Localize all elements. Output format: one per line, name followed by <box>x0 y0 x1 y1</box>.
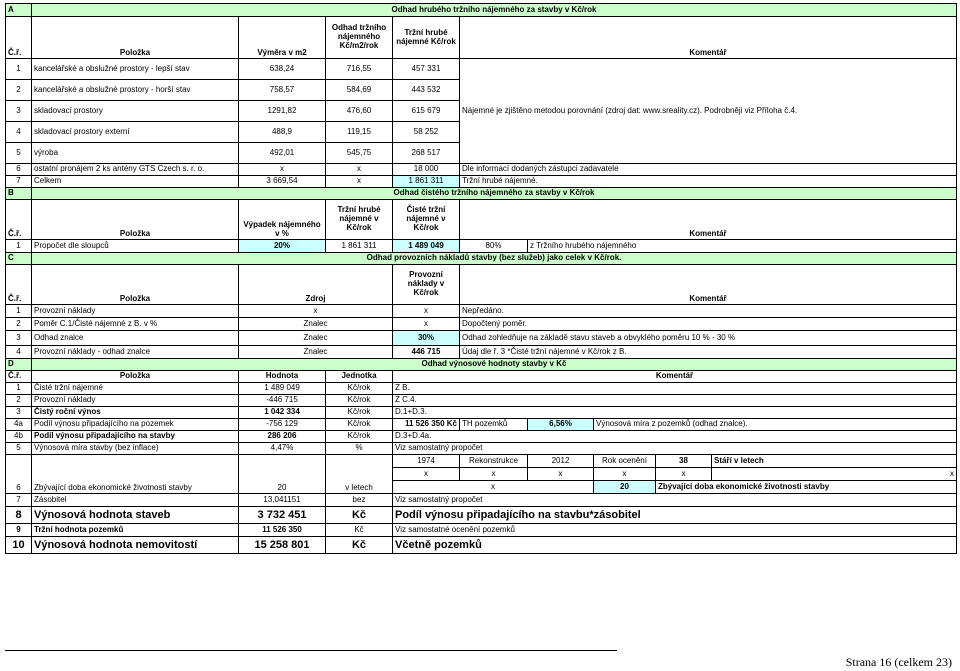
table-row <box>6 346 957 359</box>
table-row <box>6 176 957 188</box>
section-d-letter: D <box>6 359 32 371</box>
cell: 5 <box>6 143 32 164</box>
table-row <box>6 494 957 507</box>
cell: 15 258 801 <box>239 537 326 554</box>
table-row <box>6 331 957 346</box>
cell: 3 <box>6 407 32 419</box>
cell: 476,60 <box>326 101 393 122</box>
page-number: Strana 16 (celkem 23) <box>845 655 952 669</box>
cell: 11 526 350 Kč <box>393 419 460 431</box>
cell: x <box>239 305 393 318</box>
cell: 457 331 <box>393 59 460 80</box>
col-header-cr: Č.ř. <box>6 17 32 59</box>
cell: 6 <box>6 455 32 494</box>
cell: Dle informací dodaných zástupci zadavatele <box>460 164 957 176</box>
cell: 443 532 <box>393 80 460 101</box>
cell: x <box>656 468 712 481</box>
cell: Kč/rok <box>326 419 393 431</box>
col-header-vymera: Výměra v m2 <box>239 17 326 59</box>
cell: 1 861 311 <box>393 176 460 188</box>
cell: v letech <box>326 455 393 494</box>
col-header-ciste-trzni: Čisté tržní nájemné v Kč/rok <box>393 200 460 240</box>
cell: Nepředáno. <box>460 305 957 318</box>
cell: -756 129 <box>239 419 326 431</box>
cell: 3 <box>6 101 32 122</box>
cell: x <box>528 468 594 481</box>
cell: D.1+D.3. <box>393 407 957 419</box>
col-header-polozka: Položka <box>32 371 239 383</box>
cell: 4 <box>6 122 32 143</box>
cell: x <box>393 481 594 494</box>
cell: 1 489 049 <box>239 383 326 395</box>
cell: 9 <box>6 524 32 537</box>
section-c-title: Odhad provozních nákladů stavby (bez služeb) jako celek v Kč/rok. <box>32 253 957 265</box>
cell: Odhad zohledňuje na základě stavu staveb a obvyklého poměru 10 % - 30 % <box>460 331 957 346</box>
cell: výroba <box>32 143 239 164</box>
cell: Podíl výnosu připadajícího na stavbu*zásobitel <box>393 507 957 524</box>
cell: 1 <box>6 59 32 80</box>
cell: 638,24 <box>239 59 326 80</box>
cell: Znalec <box>239 346 393 359</box>
table-row <box>6 443 957 455</box>
cell: Provozní náklady <box>32 395 239 407</box>
cell: Znalec <box>239 318 393 331</box>
cell: 30% <box>393 331 460 346</box>
col-header-hodnota: Hodnota <box>239 371 326 383</box>
cell: 446 715 <box>393 346 460 359</box>
cell: 6 <box>6 164 32 176</box>
cell: 20% <box>239 240 326 253</box>
col-header-komentar: Komentář <box>460 265 957 305</box>
cell: 2 <box>6 395 32 407</box>
table-row <box>6 59 957 80</box>
cell: Viz samostatný propočet <box>393 494 957 507</box>
col-header-zdroj: Zdroj <box>239 265 393 305</box>
cell: 119,15 <box>326 122 393 143</box>
section-a-letter: A <box>6 4 32 17</box>
col-header-provozni-naklady: Provozní náklady v Kč/rok <box>393 265 460 305</box>
col-header-cr: Č.ř. <box>6 265 32 305</box>
col-header-odhad-najemneho: Odhad tržního nájemného Kč/m2/rok <box>326 17 393 59</box>
cell: 488,9 <box>239 122 326 143</box>
cell: Z C.4. <box>393 395 957 407</box>
cell: x <box>326 164 393 176</box>
cell: Kč/rok <box>326 407 393 419</box>
cell: bez <box>326 494 393 507</box>
table-row <box>6 395 957 407</box>
table-row <box>6 419 957 431</box>
col-header-polozka: Položka <box>32 200 239 240</box>
cell: 11 526 350 <box>239 524 326 537</box>
cell: x <box>594 468 656 481</box>
col-header-vypadek: Výpadek nájemného v % <box>239 200 326 240</box>
cell: z Tržního hrubého nájemného <box>528 240 957 253</box>
col-header-trzni-hrube: Tržní hrubé nájemné v Kč/rok <box>326 200 393 240</box>
footer-divider <box>5 650 617 651</box>
cell: 1974 <box>393 455 460 468</box>
cell: 7 <box>6 176 32 188</box>
cell: 80% <box>460 240 528 253</box>
cell: 758,57 <box>239 80 326 101</box>
col-header-polozka: Položka <box>32 17 239 59</box>
cell: 3 669,54 <box>239 176 326 188</box>
cell: D.3+D.4a. <box>393 431 957 443</box>
cell: 10 <box>6 537 32 554</box>
cell: Odhad znalce <box>32 331 239 346</box>
cell: 20 <box>594 481 656 494</box>
table-row <box>6 455 957 468</box>
cell: 2012 <box>528 455 594 468</box>
cell: 716,55 <box>326 59 393 80</box>
cell: 2 <box>6 318 32 331</box>
cell: Zbývající doba ekonomické životnosti stavby <box>32 455 239 494</box>
table-row <box>6 383 957 395</box>
cell: Rok ocenění <box>594 455 656 468</box>
cell: Kč/rok <box>326 395 393 407</box>
section-c-letter: C <box>6 253 32 265</box>
cell: x <box>460 468 528 481</box>
col-header-jednotka: Jednotka <box>326 371 393 383</box>
cell: Kč/rok <box>326 431 393 443</box>
cell: 7 <box>6 494 32 507</box>
cell: Čistý roční výnos <box>32 407 239 419</box>
cell: Dopočtený poměr. <box>460 318 957 331</box>
section-a-title: Odhad hrubého tržního nájemného za stavby v Kč/rok <box>32 4 957 17</box>
table-row <box>6 507 957 524</box>
cell: 38 <box>656 455 712 468</box>
cell: 1 <box>6 383 32 395</box>
cell: TH pozemků <box>460 419 528 431</box>
cell: 1 <box>6 240 32 253</box>
cell: Kč <box>326 507 393 524</box>
cell: 286 206 <box>239 431 326 443</box>
cell: Kč <box>326 537 393 554</box>
cell: Viz samostatný propočet <box>393 443 957 455</box>
cell: Podíl výnosu připadajícího na stavby <box>32 431 239 443</box>
cell: skladovací prostory <box>32 101 239 122</box>
cell: 1 <box>6 305 32 318</box>
cell: Propočet dle sloupců <box>32 240 239 253</box>
col-header-cr: Č.ř. <box>6 371 32 383</box>
cell: Tržní hodnota pozemků <box>32 524 239 537</box>
cell: Čisté tržní nájemné <box>32 383 239 395</box>
table-row <box>6 318 957 331</box>
cell: Zbývající doba ekonomické životnosti stavby <box>656 481 957 494</box>
cell: 1 042 334 <box>239 407 326 419</box>
cell: ostatní pronájem 2 ks antény GTS Czech s. r. o. <box>32 164 239 176</box>
cell: Rekonstrukce <box>460 455 528 468</box>
section-d-title: Odhad výnosové hodnoty stavby v Kč <box>32 359 957 371</box>
cell: Výnosová hodnota nemovitostí <box>32 537 239 554</box>
cell: Tržní hrubé nájemné. <box>460 176 957 188</box>
cell: 492,01 <box>239 143 326 164</box>
cell: 4,47% <box>239 443 326 455</box>
cell: 13,041151 <box>239 494 326 507</box>
cell: Znalec <box>239 331 393 346</box>
cell: Provozní náklady - odhad znalce <box>32 346 239 359</box>
cell: -446 715 <box>239 395 326 407</box>
section-b-title: Odhad čistého tržního nájemného za stavby v Kč/rok <box>32 188 957 200</box>
cell: 20 <box>239 455 326 494</box>
cell: Kč <box>326 524 393 537</box>
col-header-komentar: Komentář <box>393 371 957 383</box>
cell: x <box>393 305 460 318</box>
section-a-comment: Nájemné je zjištěno metodou porovnání (zdroj dat: www.sreality.cz). Podrobněji viz Příloha č.4. <box>460 59 957 164</box>
cell: Výnosová míra stavby (bez inflace) <box>32 443 239 455</box>
cell: 545,75 <box>326 143 393 164</box>
cell: Celkem <box>32 176 239 188</box>
table-row <box>6 524 957 537</box>
cell: 58 252 <box>393 122 460 143</box>
table-row <box>6 305 957 318</box>
cell: x <box>326 176 393 188</box>
col-header-polozka: Položka <box>32 265 239 305</box>
table-row <box>6 240 957 253</box>
cell: Viz samostatné ocenění pozemků <box>393 524 957 537</box>
col-header-komentar: Komentář <box>460 17 957 59</box>
cell: Provozní náklady <box>32 305 239 318</box>
cell: 268 517 <box>393 143 460 164</box>
cell: 3 <box>6 331 32 346</box>
cell: 3 732 451 <box>239 507 326 524</box>
col-header-cr: Č.ř. <box>6 200 32 240</box>
valuation-table <box>5 3 957 554</box>
cell: Zásobitel <box>32 494 239 507</box>
cell: x <box>712 468 957 481</box>
cell: 584,69 <box>326 80 393 101</box>
cell: 615 679 <box>393 101 460 122</box>
cell: x <box>239 164 326 176</box>
cell: % <box>326 443 393 455</box>
cell: x <box>393 468 460 481</box>
cell: 18 000 <box>393 164 460 176</box>
cell: Výnosová hodnota staveb <box>32 507 239 524</box>
col-header-trzni-hrube: Tržní hrubé nájemné Kč/rok <box>393 17 460 59</box>
cell: Výnosová míra z pozemků (odhad znalce). <box>594 419 957 431</box>
cell: 8 <box>6 507 32 524</box>
cell: Podíl výnosu připadajícího na pozemek <box>32 419 239 431</box>
cell: 1 489 049 <box>393 240 460 253</box>
cell: 1291,82 <box>239 101 326 122</box>
table-row <box>6 407 957 419</box>
table-row <box>6 431 957 443</box>
cell: 2 <box>6 80 32 101</box>
cell: 1 861 311 <box>326 240 393 253</box>
section-b-letter: B <box>6 188 32 200</box>
cell: kancelářské a obslužné prostory - horší stav <box>32 80 239 101</box>
cell: kancelářské a obslužné prostory - lepší stav <box>32 59 239 80</box>
cell: 5 <box>6 443 32 455</box>
col-header-komentar: Komentář <box>460 200 957 240</box>
cell: x <box>393 318 460 331</box>
cell: skladovací prostory externí <box>32 122 239 143</box>
table-row <box>6 537 957 554</box>
cell: Včetně pozemků <box>393 537 957 554</box>
cell: 4b <box>6 431 32 443</box>
cell: 6,56% <box>528 419 594 431</box>
cell: Kč/rok <box>326 383 393 395</box>
cell: 4 <box>6 346 32 359</box>
cell: Údaj dle ř. 3 *Čisté tržní nájemné v Kč/rok z B. <box>460 346 957 359</box>
cell: Z B. <box>393 383 957 395</box>
table-row <box>6 164 957 176</box>
cell: Stáří v letech <box>712 455 957 468</box>
cell: Poměr C.1/Čisté nájemné z B. v % <box>32 318 239 331</box>
cell: 4a <box>6 419 32 431</box>
